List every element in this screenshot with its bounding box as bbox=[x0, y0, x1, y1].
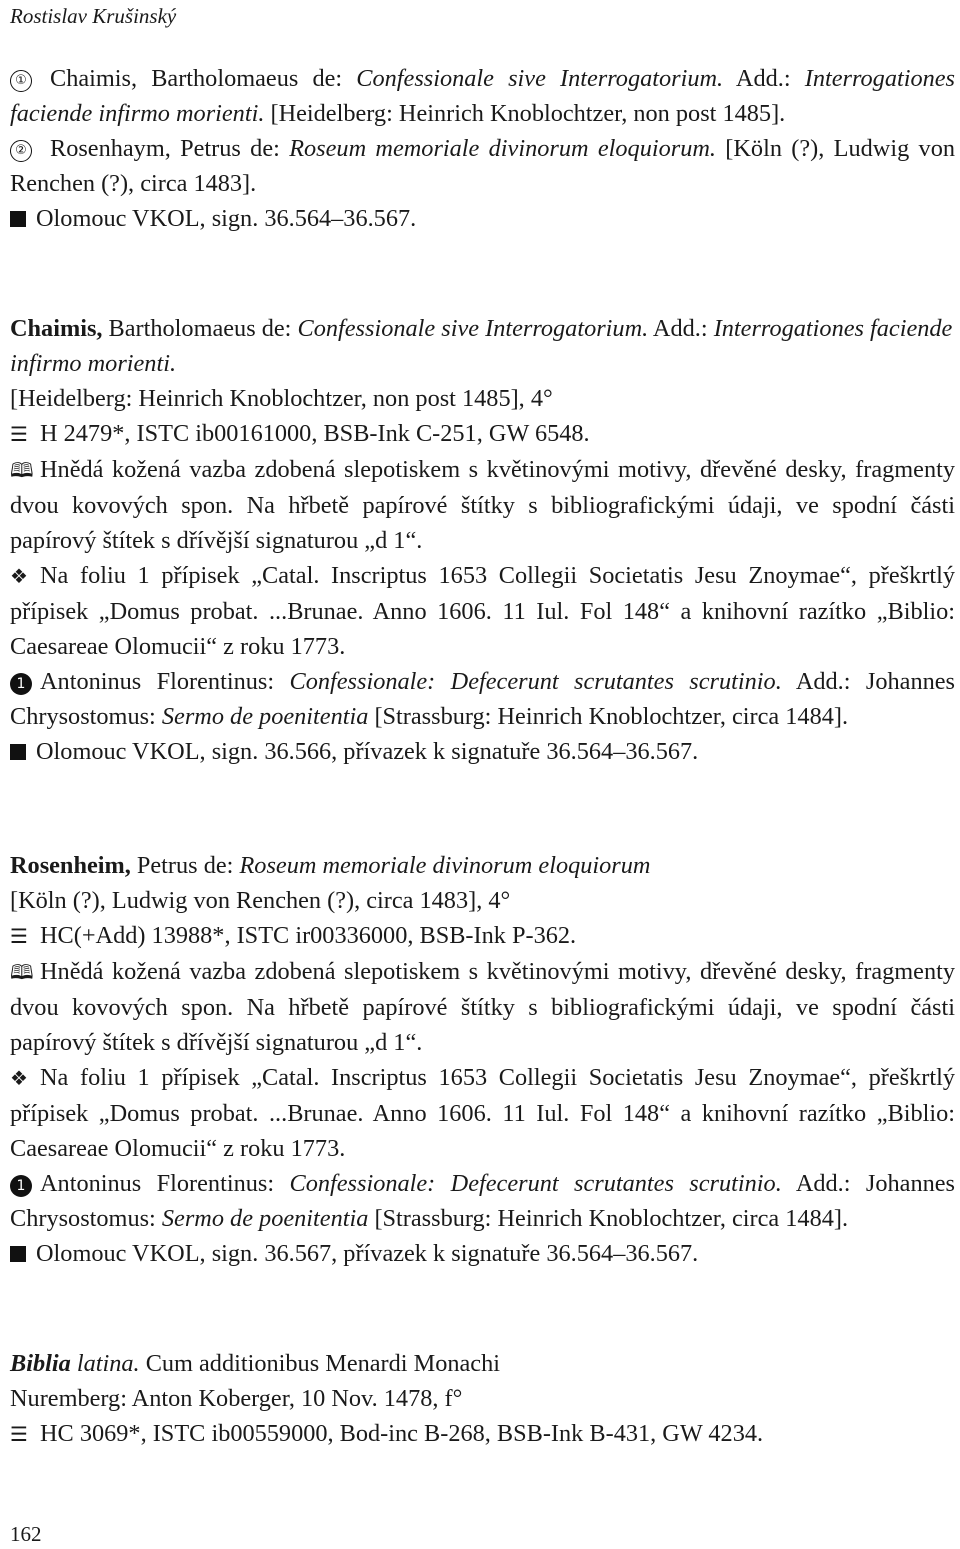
entry-biblia bbox=[10, 1346, 955, 1452]
entry-location: Olomouc VKOL, sign. 36.567, přívazek k signatuře 36.564–36.567. bbox=[10, 1236, 955, 1271]
entry-bound-with: 1 Antoninus Florentinus: Confessionale: Defecerunt scrutantes scrutinio. Add.: Johannes Chrysostomus: Sermo de poenitentia [Strassburg: Heinrich Knoblochtzer, circa 1484]. bbox=[10, 668, 955, 730]
entry-bibliography: ☰ HC(+Add) 13988*, ISTC ir00336000, BSB-Ink P-362. bbox=[10, 918, 955, 954]
filled-number-1-icon: 1 bbox=[10, 1175, 32, 1197]
entry-provenance-note: ❖ Na foliu 1 přípisek „Catal. Inscriptus 1653 Collegii Societatis Jesu Znoymae“, přeškrtlý přípisek „Domus probat. ...Brunae. Anno 1606. 11 Iul. Fol 148“ a knihovní razítko „Biblio: Caesareae Olomucii“ z roku 1773. bbox=[10, 1060, 955, 1166]
four-diamond-icon: ❖ bbox=[10, 564, 28, 588]
entry-title: Chaimis, Bartholomaeus de: Confessionale sive Interrogatorium. Add.: Interrogationes faciende infirmo morienti. bbox=[10, 315, 953, 377]
circled-number-1-icon: ① bbox=[10, 70, 32, 92]
open-book-icon: 🕮 bbox=[10, 960, 34, 984]
filled-number-1-icon: 1 bbox=[10, 673, 32, 695]
entry-title: Rosenheim, Petrus de: Roseum memoriale divinorum eloquiorum bbox=[10, 852, 651, 879]
open-book-icon: 🕮 bbox=[10, 458, 34, 482]
entry-provenance-note: ❖ Na foliu 1 přípisek „Catal. Inscriptus 1653 Collegii Societatis Jesu Znoymae“, přeškrtlý přípisek „Domus probat. ...Brunae. Anno 1606. 11 Iul. Fol 148“ a knihovní razítko „Biblio: Caesareae Olomucii“ z roku 1773. bbox=[10, 558, 955, 664]
summary-location: Olomouc VKOL, sign. 36.564–36.567. bbox=[10, 201, 955, 236]
summary-item-2: ② Rosenhaym, Petrus de: Roseum memoriale divinorum eloquiorum. [Köln (?), Ludwig von Renchen (?), circa 1483]. bbox=[10, 135, 955, 197]
volume-summary bbox=[10, 61, 955, 236]
entry-binding: 🕮 Hnědá kožená vazba zdobená slepotiskem s květinovými motivy, dřevěné desky, fragmenty dvou kovových spon. Na hřbetě papírové štítky s bibliografickými údaji, ve spodní části papírový štítek s dřívější signaturou „d 1“. bbox=[10, 954, 955, 1060]
square-bullet-icon bbox=[10, 211, 26, 227]
square-bullet-icon bbox=[10, 1246, 26, 1262]
page-number: 162 bbox=[10, 1522, 42, 1546]
entry-imprint: Nuremberg: Anton Koberger, 10 Nov. 1478, f° bbox=[10, 1385, 463, 1412]
square-bullet-icon bbox=[10, 744, 26, 760]
entry-title: Biblia latina. Cum additionibus Menardi Monachi bbox=[10, 1350, 500, 1377]
circled-number-2-icon: ② bbox=[10, 140, 32, 162]
entry-rosenheim bbox=[10, 848, 955, 1271]
entry-bibliography: ☰ H 2479*, ISTC ib00161000, BSB-Ink C-251, GW 6548. bbox=[10, 416, 955, 452]
entry-bound-with: 1 Antoninus Florentinus: Confessionale: Defecerunt scrutantes scrutinio. Add.: Johannes Chrysostomus: Sermo de poenitentia [Strassburg: Heinrich Knoblochtzer, circa 1484]. bbox=[10, 1170, 955, 1232]
entry-chaimis bbox=[10, 311, 955, 769]
entry-location: Olomouc VKOL, sign. 36.566, přívazek k signatuře 36.564–36.567. bbox=[10, 734, 955, 769]
bibliography-icon: ☰ bbox=[10, 924, 28, 948]
entry-binding: 🕮 Hnědá kožená vazba zdobená slepotiskem s květinovými motivy, dřevěné desky, fragmenty dvou kovových spon. Na hřbetě papírové štítky s bibliografickými údaji, ve spodní části papírový štítek s dřívější signaturou „d 1“. bbox=[10, 452, 955, 558]
four-diamond-icon: ❖ bbox=[10, 1066, 28, 1090]
running-head: Rostislav Krušinský bbox=[10, 4, 177, 28]
entry-imprint: [Köln (?), Ludwig von Renchen (?), circa 1483], 4° bbox=[10, 887, 511, 914]
summary-item-1: ① Chaimis, Bartholomaeus de: Confessionale sive Interrogatorium. Add.: Interrogationes faciende infirmo morienti. [Heidelberg: Heinrich Knoblochtzer, non post 1485]. bbox=[10, 65, 956, 127]
bibliography-icon: ☰ bbox=[10, 1422, 28, 1446]
bibliography-icon: ☰ bbox=[10, 422, 28, 446]
entry-imprint: [Heidelberg: Heinrich Knoblochtzer, non post 1485], 4° bbox=[10, 385, 553, 412]
entry-bibliography: ☰ HC 3069*, ISTC ib00559000, Bod-inc B-268, BSB-Ink B-431, GW 4234. bbox=[10, 1416, 955, 1452]
